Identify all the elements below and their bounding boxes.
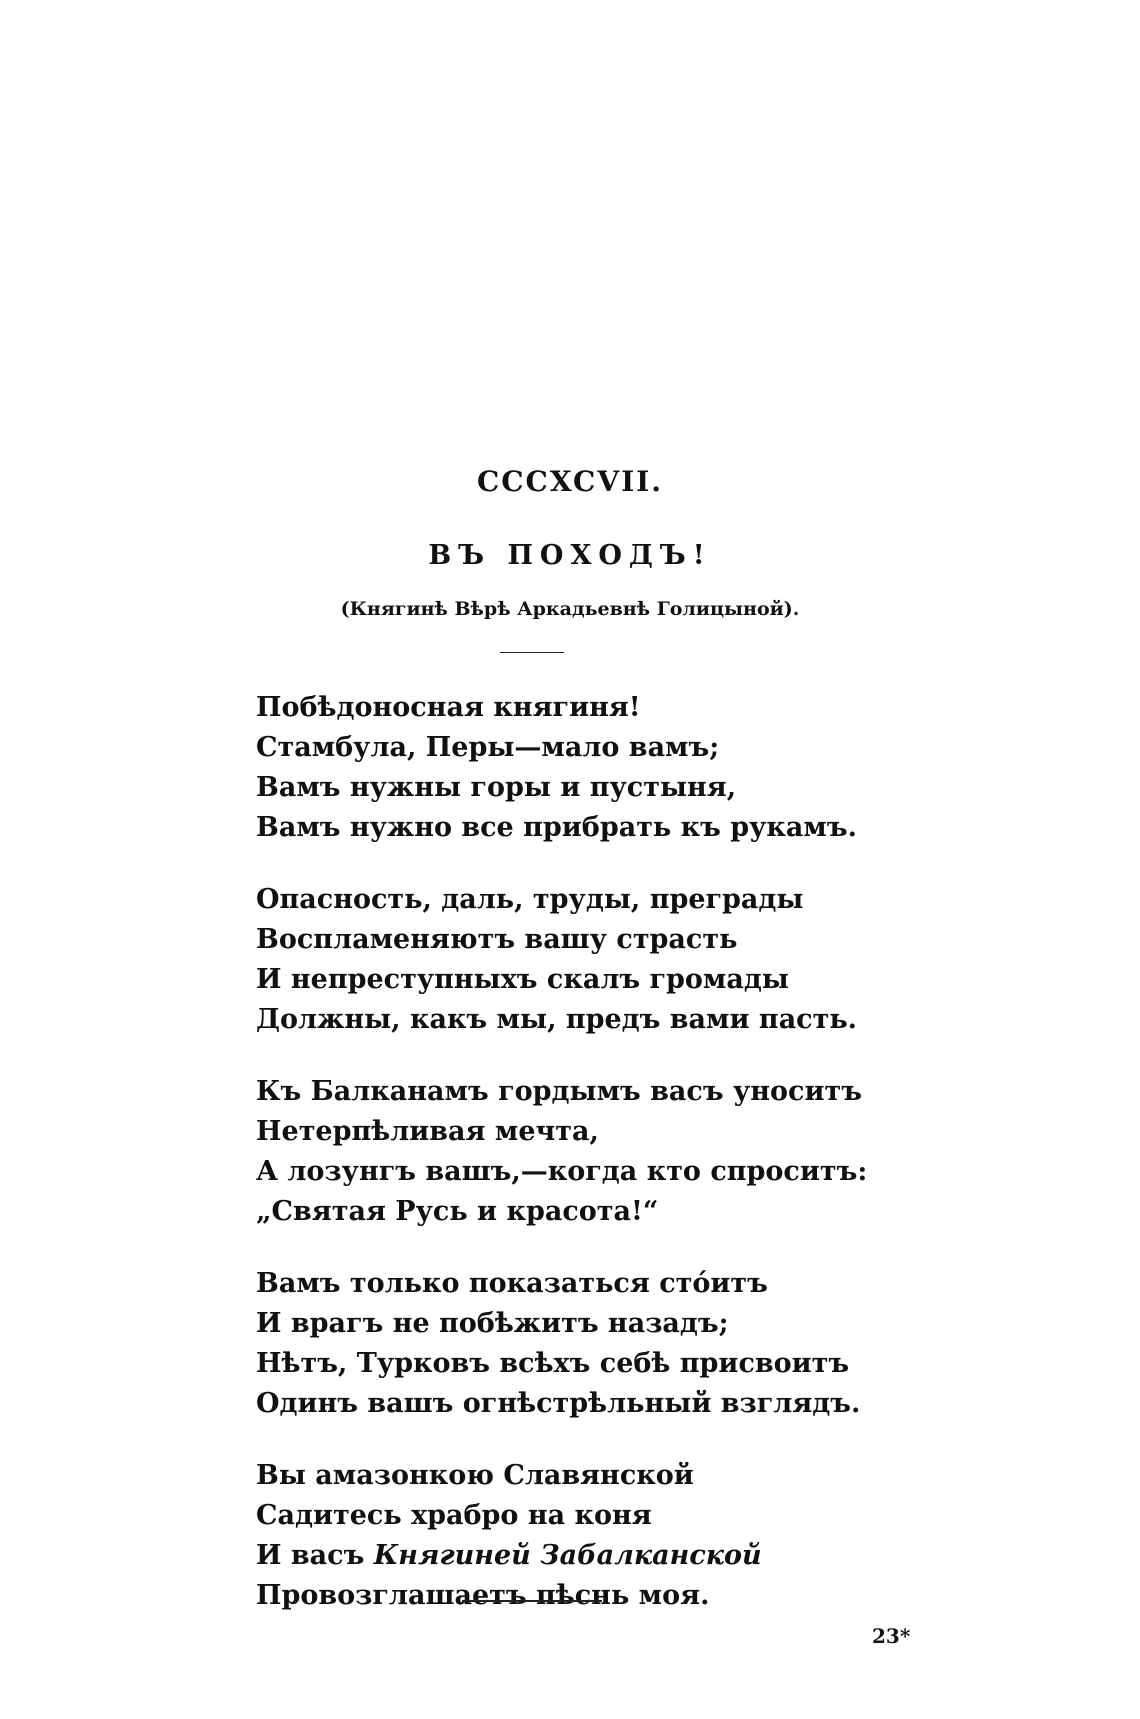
stanza-5 (256, 1456, 896, 1616)
verse-line: Къ Балканамъ гордымъ васъ уноситъ (256, 1076, 862, 1107)
verse-line: Опасность, даль, труды, преграды (256, 884, 804, 915)
verse-line: Нетерпѣливая мечта, (256, 1116, 599, 1147)
bottom-divider (462, 1600, 602, 1602)
verse-line: Садитесь храбро на коня (256, 1500, 652, 1531)
verse-line: Провозглашаетъ пѣснь моя. (256, 1580, 710, 1611)
verse-line: Стамбула, Перы—мало вамъ; (256, 732, 720, 763)
stanza-3 (256, 1072, 896, 1232)
verse-line: А лозунгъ вашъ,—когда кто спроситъ: (256, 1156, 868, 1187)
verse-line: Одинъ вашъ огнѣстрѣльный взглядъ. (256, 1388, 861, 1419)
stanza-1 (256, 688, 896, 848)
poem-body (256, 688, 896, 1648)
top-divider (500, 652, 564, 653)
stanza-4 (256, 1264, 896, 1424)
verse-line: И непреступныхъ скалъ громады (256, 964, 789, 995)
poem-number: CCCXCVII. (476, 465, 664, 498)
verse-line: Должны, какъ мы, предъ вами пасть. (256, 1004, 858, 1035)
verse-line: Вамъ нужно все прибрать къ рукамъ. (256, 812, 857, 843)
verse-line: Нѣтъ, Турковъ всѣхъ себѣ присвоитъ (256, 1348, 850, 1379)
verse-line: Вамъ нужны горы и пустыня, (256, 772, 737, 803)
stanza-2 (256, 880, 896, 1040)
poem-dedication: (Княгинѣ Вѣрѣ Аркадьевнѣ Голицыной). (340, 598, 800, 620)
verse-fragment: И васъ (256, 1540, 374, 1571)
verse-line: Вы амазонкою Славянской (256, 1460, 694, 1491)
verse-line: Воспламеняютъ вашу страсть (256, 924, 738, 955)
verse-fragment-italic: Княгиней Забалканской (373, 1540, 762, 1571)
verse-line-mixed (256, 1536, 896, 1576)
page-number: 23* (872, 1624, 911, 1648)
verse-line: Побѣдоносная княгиня! (256, 692, 641, 723)
verse-line: И врагъ не побѣжитъ назадъ; (256, 1308, 729, 1339)
verse-line: Вамъ только показаться стóитъ (256, 1268, 768, 1299)
verse-line: „Святая Русь и красота!“ (256, 1196, 659, 1227)
poem-title: ВЪ ПОХОДЪ! (428, 540, 712, 571)
